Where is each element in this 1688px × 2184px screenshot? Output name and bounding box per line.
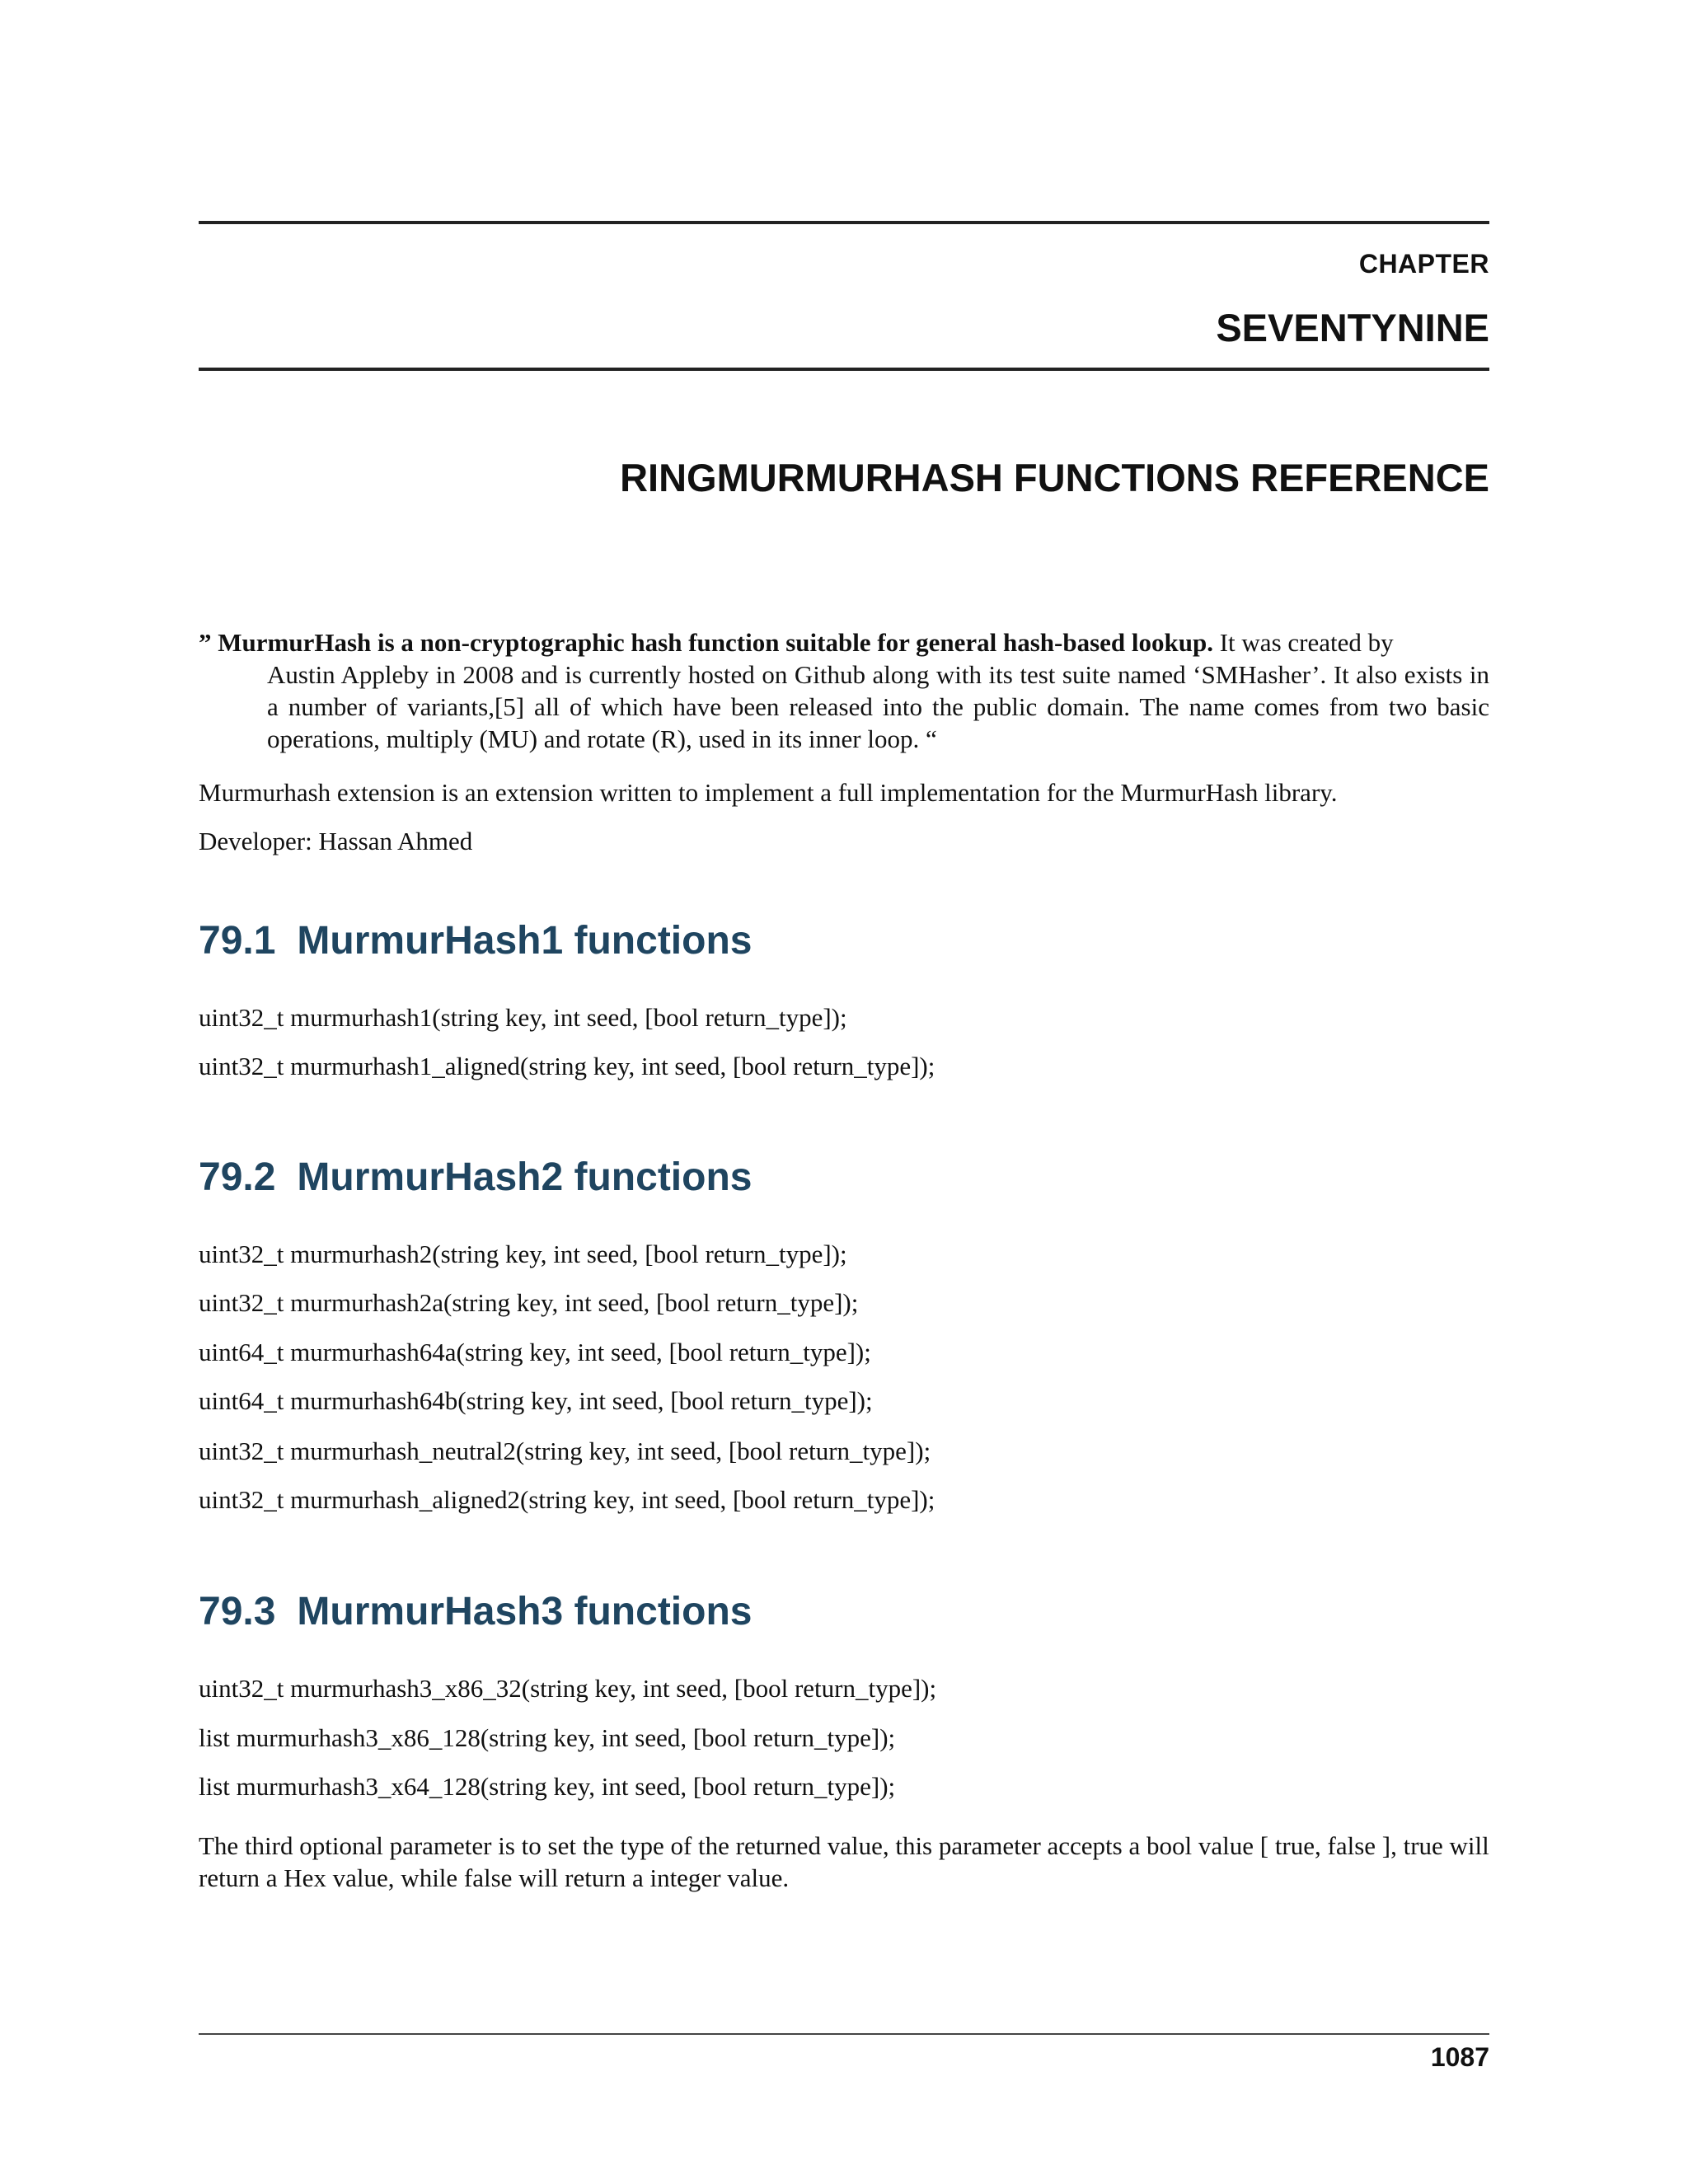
intro-quote xyxy=(199,626,1489,755)
section-title: MurmurHash1 functions xyxy=(297,919,753,963)
chapter-title: RINGMURMURHASH FUNCTIONS REFERENCE xyxy=(620,456,1489,499)
function-signature: uint32_t murmurhash2a(string key, int seed, [bool return_type]); xyxy=(199,1288,859,1317)
page-number: 1087 xyxy=(1430,2042,1489,2072)
section-heading-murmurhash2 xyxy=(199,1155,752,1200)
section-number: 79.1 xyxy=(199,919,276,963)
function-signature: uint64_t murmurhash64b(string key, int seed, [bool return_type]); xyxy=(199,1386,873,1415)
section-title: MurmurHash3 functions xyxy=(297,1590,753,1633)
section-heading-murmurhash1 xyxy=(199,918,752,963)
footer-rule xyxy=(199,2033,1489,2035)
developer-credit: Developer: Hassan Ahmed xyxy=(199,827,473,855)
function-signature: uint32_t murmurhash1(string key, int seed, [bool return_type]); xyxy=(199,1003,847,1032)
function-signature: uint32_t murmurhash_aligned2(string key, int seed, [bool return_type]); xyxy=(199,1485,935,1514)
function-signature: uint64_t murmurhash64a(string key, int seed, [bool return_type]); xyxy=(199,1338,871,1366)
chapter-number: SEVENTYNINE xyxy=(1216,306,1489,349)
function-signature: uint32_t murmurhash2(string key, int seed, [bool return_type]); xyxy=(199,1240,847,1268)
return-type-note: The third optional parameter is to set the type of the returned value, this parameter accepts a bool value [ true, false ], true will return a Hex value, while false will return a integer value. xyxy=(199,1831,1489,1892)
function-signature: uint32_t murmurhash1_aligned(string key, int seed, [bool return_type]); xyxy=(199,1052,935,1080)
section-heading-murmurhash3 xyxy=(199,1589,752,1634)
chapter-top-rule xyxy=(199,221,1489,224)
section-title: MurmurHash2 functions xyxy=(297,1155,753,1199)
function-signature: list murmurhash3_x64_128(string key, int seed, [bool return_type]); xyxy=(199,1772,896,1801)
quote-definition: Austin Appleby in 2008 and is currently hosted on Github along with its test suite named ‘SMHasher’. It also exists in a number of variants,[5] all of which have been released into the public domain. The name comes from two basic operations, multiply (MU) and rotate (R), used in its inner loop. “ xyxy=(267,660,1489,753)
chapter-bottom-rule xyxy=(199,368,1489,371)
quote-term-line xyxy=(199,626,1489,658)
function-signature: uint32_t murmurhash_neutral2(string key, int seed, [bool return_type]); xyxy=(199,1436,931,1465)
intro-description: Murmurhash extension is an extension written to implement a full implementation for the MurmurHash library. xyxy=(199,778,1338,807)
document-page xyxy=(199,0,1489,2184)
section-number: 79.2 xyxy=(199,1155,276,1199)
function-signature: uint32_t murmurhash3_x86_32(string key, int seed, [bool return_type]); xyxy=(199,1674,937,1703)
quote-term: ” MurmurHash is a non-cryptographic hash function suitable for general hash-based lookup. xyxy=(199,628,1213,657)
section-number: 79.3 xyxy=(199,1590,276,1633)
chapter-label: CHAPTER xyxy=(1358,249,1489,279)
function-signature: list murmurhash3_x86_128(string key, int seed, [bool return_type]); xyxy=(199,1723,896,1752)
quote-term-tail: It was created by xyxy=(1212,628,1394,657)
